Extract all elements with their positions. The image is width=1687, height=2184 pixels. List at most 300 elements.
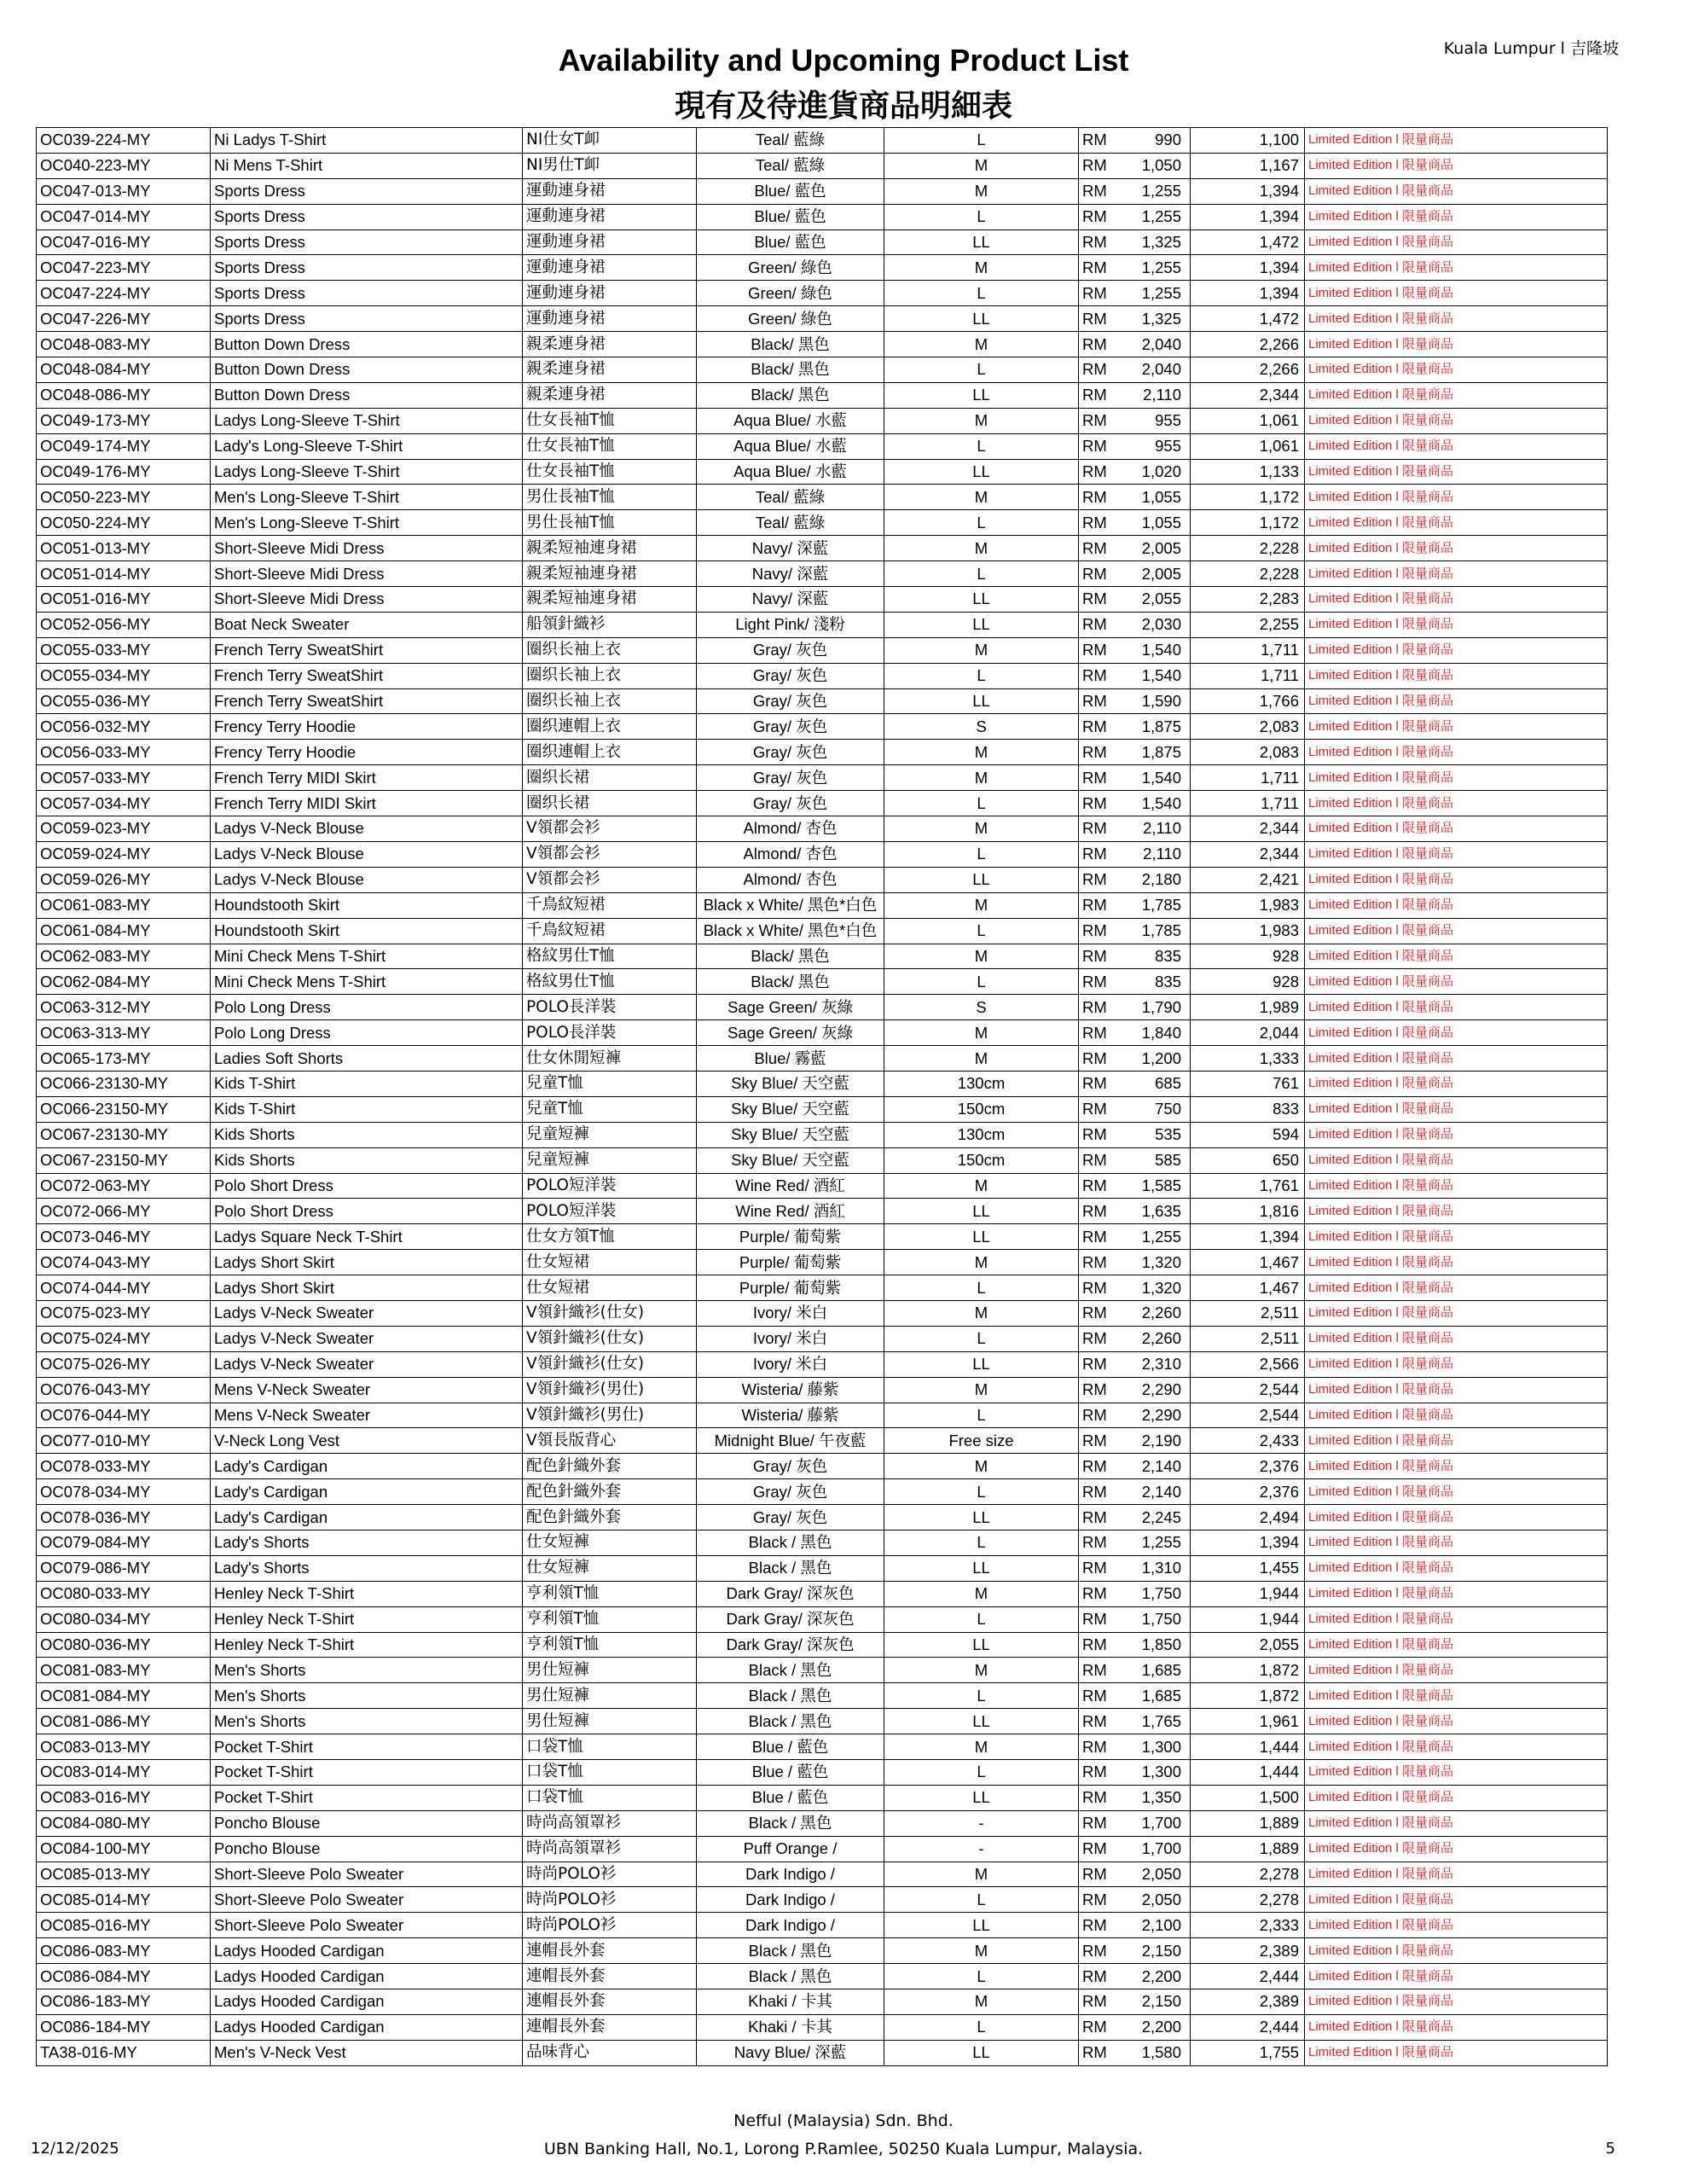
- product-color: Puff Orange /: [697, 1836, 884, 1862]
- product-name-chinese: 連帽長外套: [523, 2014, 697, 2040]
- sale-price: 2,290: [1127, 1403, 1191, 1428]
- product-name: Short-Sleeve Polo Sweater: [211, 1887, 523, 1913]
- product-name-chinese: 連帽長外套: [523, 1938, 697, 1964]
- edition-note: Limited Edition l 限量商品: [1305, 1479, 1608, 1505]
- product-code: OC084-080-MY: [37, 1810, 211, 1836]
- product-name-chinese: 格紋男仕T恤: [523, 944, 697, 969]
- table-row: [37, 229, 1608, 255]
- product-color: Gray/ 灰色: [697, 663, 884, 688]
- product-name-chinese: V領針織衫(男仕): [523, 1377, 697, 1403]
- product-color: Sky Blue/ 天空藍: [697, 1096, 884, 1122]
- product-name: Button Down Dress: [211, 357, 523, 383]
- table-row: [37, 918, 1608, 944]
- product-code: OC040-223-MY: [37, 153, 211, 178]
- sale-price: 1,540: [1127, 663, 1191, 688]
- sale-price: 955: [1127, 408, 1191, 433]
- product-size: S: [884, 714, 1079, 740]
- product-code: OC047-223-MY: [37, 255, 211, 281]
- sale-price: 1,540: [1127, 791, 1191, 816]
- product-name-chinese: 時尚POLO衫: [523, 1862, 697, 1887]
- product-name: Short-Sleeve Midi Dress: [211, 561, 523, 587]
- product-code: OC063-312-MY: [37, 995, 211, 1020]
- product-name-chinese: 運動連身裙: [523, 178, 697, 204]
- member-price: 2,333: [1191, 1913, 1305, 1938]
- product-code: OC065-173-MY: [37, 1046, 211, 1072]
- edition-note: Limited Edition l 限量商品: [1305, 1785, 1608, 1810]
- edition-note: Limited Edition l 限量商品: [1305, 1989, 1608, 2015]
- edition-note: Limited Edition l 限量商品: [1305, 408, 1608, 433]
- product-color: Teal/ 藍綠: [697, 485, 884, 510]
- sale-price: 2,190: [1127, 1428, 1191, 1454]
- product-code: OC057-033-MY: [37, 765, 211, 791]
- sale-price: 1,750: [1127, 1581, 1191, 1606]
- member-price: 1,889: [1191, 1836, 1305, 1862]
- product-code: OC047-016-MY: [37, 229, 211, 255]
- table-row: [37, 765, 1608, 791]
- sale-price: 1,750: [1127, 1606, 1191, 1632]
- product-name-chinese: 兒童T恤: [523, 1096, 697, 1122]
- product-name: Sports Dress: [211, 281, 523, 306]
- edition-note: Limited Edition l 限量商品: [1305, 536, 1608, 561]
- member-price: 1,394: [1191, 1530, 1305, 1555]
- product-size: M: [884, 1581, 1079, 1606]
- sale-price: 1,020: [1127, 459, 1191, 485]
- product-color: Blue / 藍色: [697, 1734, 884, 1760]
- product-color: Dark Gray/ 深灰色: [697, 1581, 884, 1606]
- edition-note: Limited Edition l 限量商品: [1305, 2040, 1608, 2065]
- table-row: [37, 995, 1608, 1020]
- member-price: 2,511: [1191, 1326, 1305, 1351]
- currency: RM: [1079, 1479, 1127, 1505]
- product-color: Gray/ 灰色: [697, 791, 884, 816]
- product-name-chinese: 口袋T恤: [523, 1785, 697, 1810]
- product-name: French Terry MIDI Skirt: [211, 791, 523, 816]
- product-name: Polo Long Dress: [211, 995, 523, 1020]
- product-size: LL: [884, 587, 1079, 613]
- currency: RM: [1079, 1760, 1127, 1786]
- sale-price: 2,055: [1127, 587, 1191, 613]
- product-code: OC085-016-MY: [37, 1913, 211, 1938]
- currency: RM: [1079, 1836, 1127, 1862]
- product-name-chinese: NI仕女T卹: [523, 128, 697, 154]
- product-size: 150cm: [884, 1147, 1079, 1173]
- product-size: M: [884, 153, 1079, 178]
- product-name: Ladys Hooded Cardigan: [211, 1964, 523, 1989]
- currency: RM: [1079, 765, 1127, 791]
- table-row: [37, 1351, 1608, 1377]
- product-code: OC083-016-MY: [37, 1785, 211, 1810]
- edition-note: Limited Edition l 限量商品: [1305, 1581, 1608, 1606]
- product-code: OC081-086-MY: [37, 1709, 211, 1734]
- edition-note: Limited Edition l 限量商品: [1305, 1658, 1608, 1683]
- currency: RM: [1079, 1632, 1127, 1658]
- product-code: OC066-23150-MY: [37, 1096, 211, 1122]
- product-size: L: [884, 969, 1079, 995]
- product-size: L: [884, 1530, 1079, 1555]
- edition-note: Limited Edition l 限量商品: [1305, 1555, 1608, 1581]
- currency: RM: [1079, 1810, 1127, 1836]
- product-name: Polo Short Dress: [211, 1173, 523, 1199]
- sale-price: 1,300: [1127, 1734, 1191, 1760]
- product-name: Short-Sleeve Midi Dress: [211, 536, 523, 561]
- table-row: [37, 1606, 1608, 1632]
- product-color: Purple/ 葡萄紫: [697, 1250, 884, 1275]
- product-name-chinese: POLO長洋裝: [523, 1020, 697, 1046]
- product-code: OC049-176-MY: [37, 459, 211, 485]
- product-size: L: [884, 1964, 1079, 1989]
- edition-note: Limited Edition l 限量商品: [1305, 663, 1608, 688]
- product-name-chinese: 圈织长裙: [523, 765, 697, 791]
- product-size: LL: [884, 1224, 1079, 1250]
- table-row: [37, 1505, 1608, 1531]
- currency: RM: [1079, 714, 1127, 740]
- table-row: [37, 1046, 1608, 1072]
- member-price: 1,755: [1191, 2040, 1305, 2065]
- product-color: Black / 黑色: [697, 1530, 884, 1555]
- product-name: Pocket T-Shirt: [211, 1785, 523, 1810]
- table-row: [37, 1760, 1608, 1786]
- sale-price: 1,200: [1127, 1046, 1191, 1072]
- member-price: 1,711: [1191, 663, 1305, 688]
- product-code: OC081-083-MY: [37, 1658, 211, 1683]
- edition-note: Limited Edition l 限量商品: [1305, 1530, 1608, 1555]
- table-row: [37, 1964, 1608, 1989]
- product-name: Lady's Shorts: [211, 1530, 523, 1555]
- product-name-chinese: 男仕短褲: [523, 1683, 697, 1709]
- edition-note: Limited Edition l 限量商品: [1305, 1683, 1608, 1709]
- product-name-chinese: POLO短洋裝: [523, 1173, 697, 1199]
- product-color: Khaki / 卡其: [697, 1989, 884, 2015]
- product-size: L: [884, 663, 1079, 688]
- product-name: French Terry SweatShirt: [211, 663, 523, 688]
- member-price: 1,444: [1191, 1734, 1305, 1760]
- member-price: 1,500: [1191, 1785, 1305, 1810]
- edition-note: Limited Edition l 限量商品: [1305, 740, 1608, 765]
- product-size: L: [884, 1683, 1079, 1709]
- product-name: Men's Shorts: [211, 1683, 523, 1709]
- product-color: Black/ 黑色: [697, 944, 884, 969]
- edition-note: Limited Edition l 限量商品: [1305, 637, 1608, 663]
- table-row: [37, 561, 1608, 587]
- table-row: [37, 969, 1608, 995]
- product-color: Gray/ 灰色: [697, 688, 884, 714]
- sale-price: 2,260: [1127, 1300, 1191, 1326]
- currency: RM: [1079, 1964, 1127, 1989]
- product-name-chinese: 千鳥紋短裙: [523, 892, 697, 918]
- member-price: 1,061: [1191, 433, 1305, 459]
- currency: RM: [1079, 612, 1127, 637]
- edition-note: Limited Edition l 限量商品: [1305, 561, 1608, 587]
- member-price: 928: [1191, 944, 1305, 969]
- table-row: [37, 1428, 1608, 1454]
- product-code: OC055-034-MY: [37, 663, 211, 688]
- product-size: LL: [884, 1632, 1079, 1658]
- currency: RM: [1079, 1224, 1127, 1250]
- table-row: [37, 1913, 1608, 1938]
- product-color: Teal/ 藍綠: [697, 128, 884, 154]
- table-row: [37, 1734, 1608, 1760]
- product-name-chinese: 圈织連帽上衣: [523, 714, 697, 740]
- table-row: [37, 740, 1608, 765]
- currency: RM: [1079, 688, 1127, 714]
- product-color: Light Pink/ 淺粉: [697, 612, 884, 637]
- table-row: [37, 510, 1608, 536]
- sale-price: 1,580: [1127, 2040, 1191, 2065]
- currency: RM: [1079, 561, 1127, 587]
- table-row: [37, 1479, 1608, 1505]
- edition-note: Limited Edition l 限量商品: [1305, 1428, 1608, 1454]
- product-name: Mens V-Neck Sweater: [211, 1377, 523, 1403]
- member-price: 2,344: [1191, 382, 1305, 408]
- product-name-chinese: V領都会衫: [523, 816, 697, 842]
- product-size: L: [884, 510, 1079, 536]
- member-price: 1,172: [1191, 510, 1305, 536]
- product-code: OC081-084-MY: [37, 1683, 211, 1709]
- product-code: OC072-066-MY: [37, 1199, 211, 1224]
- page-number: 5: [1605, 2140, 1615, 2158]
- edition-note: Limited Edition l 限量商品: [1305, 1454, 1608, 1479]
- member-price: 2,344: [1191, 841, 1305, 867]
- product-size: M: [884, 816, 1079, 842]
- product-name-chinese: 兒童短褲: [523, 1122, 697, 1147]
- product-code: OC076-043-MY: [37, 1377, 211, 1403]
- product-name-chinese: 親柔連身裙: [523, 332, 697, 357]
- member-price: 2,283: [1191, 587, 1305, 613]
- member-price: 2,444: [1191, 2014, 1305, 2040]
- sale-price: 750: [1127, 1096, 1191, 1122]
- product-color: Black x White/ 黑色*白色: [697, 892, 884, 918]
- member-price: 1,983: [1191, 918, 1305, 944]
- edition-note: Limited Edition l 限量商品: [1305, 2014, 1608, 2040]
- member-price: 1,455: [1191, 1555, 1305, 1581]
- product-name: Lady's Long-Sleeve T-Shirt: [211, 433, 523, 459]
- table-row: [37, 1326, 1608, 1351]
- currency: RM: [1079, 1989, 1127, 2015]
- table-row: [37, 332, 1608, 357]
- currency: RM: [1079, 791, 1127, 816]
- member-price: 1,711: [1191, 765, 1305, 791]
- product-code: OC086-083-MY: [37, 1938, 211, 1964]
- member-price: 2,278: [1191, 1862, 1305, 1887]
- product-size: M: [884, 1734, 1079, 1760]
- product-size: LL: [884, 229, 1079, 255]
- product-name-chinese: 亨利領T恤: [523, 1581, 697, 1606]
- product-size: L: [884, 841, 1079, 867]
- table-row: [37, 281, 1608, 306]
- product-size: M: [884, 408, 1079, 433]
- table-row: [37, 306, 1608, 332]
- product-size: M: [884, 332, 1079, 357]
- product-code: OC086-184-MY: [37, 2014, 211, 2040]
- currency: RM: [1079, 510, 1127, 536]
- member-price: 1,061: [1191, 408, 1305, 433]
- sale-price: 2,110: [1127, 816, 1191, 842]
- member-price: 2,266: [1191, 332, 1305, 357]
- edition-note: Limited Edition l 限量商品: [1305, 1709, 1608, 1734]
- sale-price: 1,255: [1127, 178, 1191, 204]
- product-name: Sports Dress: [211, 204, 523, 229]
- product-name: Ladies Soft Shorts: [211, 1046, 523, 1072]
- product-name-chinese: 親柔連身裙: [523, 357, 697, 383]
- table-row: [37, 1683, 1608, 1709]
- product-color: Navy/ 深藍: [697, 561, 884, 587]
- sale-price: 1,350: [1127, 1785, 1191, 1810]
- sale-price: 1,055: [1127, 510, 1191, 536]
- table-row: [37, 892, 1608, 918]
- product-code: OC083-013-MY: [37, 1734, 211, 1760]
- product-size: M: [884, 1658, 1079, 1683]
- product-name: Short-Sleeve Polo Sweater: [211, 1862, 523, 1887]
- product-size: L: [884, 1760, 1079, 1786]
- product-color: Aqua Blue/ 水藍: [697, 433, 884, 459]
- edition-note: Limited Edition l 限量商品: [1305, 841, 1608, 867]
- product-name-chinese: 亨利領T恤: [523, 1606, 697, 1632]
- product-name: French Terry SweatShirt: [211, 688, 523, 714]
- edition-note: Limited Edition l 限量商品: [1305, 332, 1608, 357]
- product-size: M: [884, 1300, 1079, 1326]
- product-name: Ni Mens T-Shirt: [211, 153, 523, 178]
- footer-date: 12/12/2025: [31, 2140, 119, 2158]
- product-name-chinese: 男仕短褲: [523, 1709, 697, 1734]
- page-title-chinese: 現有及待進貨商品明細表: [674, 89, 1012, 124]
- product-color: Black/ 黑色: [697, 969, 884, 995]
- product-code: OC047-224-MY: [37, 281, 211, 306]
- product-size: M: [884, 1250, 1079, 1275]
- sale-price: 1,590: [1127, 688, 1191, 714]
- product-name: Frency Terry Hoodie: [211, 714, 523, 740]
- member-price: 1,872: [1191, 1683, 1305, 1709]
- product-name-chinese: 品味背心: [523, 2040, 697, 2065]
- product-name-chinese: 運動連身裙: [523, 255, 697, 281]
- edition-note: Limited Edition l 限量商品: [1305, 178, 1608, 204]
- sale-price: 1,840: [1127, 1020, 1191, 1046]
- sale-price: 585: [1127, 1147, 1191, 1173]
- product-color: Ivory/ 米白: [697, 1351, 884, 1377]
- product-color: Wine Red/ 酒紅: [697, 1199, 884, 1224]
- product-name: Men's Shorts: [211, 1658, 523, 1683]
- edition-note: Limited Edition l 限量商品: [1305, 1147, 1608, 1173]
- edition-note: Limited Edition l 限量商品: [1305, 1606, 1608, 1632]
- product-name: Ladys Hooded Cardigan: [211, 1989, 523, 2015]
- product-size: 150cm: [884, 1096, 1079, 1122]
- product-size: M: [884, 892, 1079, 918]
- product-code: OC055-033-MY: [37, 637, 211, 663]
- currency: RM: [1079, 1250, 1127, 1275]
- product-size: L: [884, 281, 1079, 306]
- sale-price: 2,005: [1127, 536, 1191, 561]
- product-name-chinese: 連帽長外套: [523, 1964, 697, 1989]
- product-size: L: [884, 1326, 1079, 1351]
- product-name-chinese: 配色針織外套: [523, 1505, 697, 1531]
- sale-price: 2,200: [1127, 1964, 1191, 1989]
- location-label: Kuala Lumpur l 吉隆坡: [1443, 39, 1619, 58]
- currency: RM: [1079, 841, 1127, 867]
- product-size: LL: [884, 2040, 1079, 2065]
- edition-note: Limited Edition l 限量商品: [1305, 969, 1608, 995]
- member-price: 2,511: [1191, 1300, 1305, 1326]
- sale-price: 990: [1127, 128, 1191, 154]
- product-name: Kids T-Shirt: [211, 1071, 523, 1096]
- product-name: Ladys V-Neck Sweater: [211, 1326, 523, 1351]
- product-name: Polo Short Dress: [211, 1199, 523, 1224]
- currency: RM: [1079, 1862, 1127, 1887]
- sale-price: 2,100: [1127, 1913, 1191, 1938]
- product-color: Wisteria/ 藤紫: [697, 1377, 884, 1403]
- member-price: 2,494: [1191, 1505, 1305, 1531]
- member-price: 1,394: [1191, 204, 1305, 229]
- product-name: Kids T-Shirt: [211, 1096, 523, 1122]
- sale-price: 955: [1127, 433, 1191, 459]
- product-name-chinese: 親柔短袖連身裙: [523, 587, 697, 613]
- member-price: 1,394: [1191, 1224, 1305, 1250]
- sale-price: 2,150: [1127, 1938, 1191, 1964]
- member-price: 1,472: [1191, 306, 1305, 332]
- product-code: OC080-034-MY: [37, 1606, 211, 1632]
- member-price: 2,083: [1191, 740, 1305, 765]
- product-name-chinese: 配色針織外套: [523, 1454, 697, 1479]
- product-code: OC062-083-MY: [37, 944, 211, 969]
- table-row: [37, 841, 1608, 867]
- product-size: L: [884, 2014, 1079, 2040]
- product-color: Sky Blue/ 天空藍: [697, 1122, 884, 1147]
- member-price: 2,083: [1191, 714, 1305, 740]
- product-code: OC059-026-MY: [37, 867, 211, 892]
- product-size: M: [884, 765, 1079, 791]
- sale-price: 2,110: [1127, 841, 1191, 867]
- sale-price: 1,255: [1127, 1530, 1191, 1555]
- product-name-chinese: 時尚高領罩衫: [523, 1836, 697, 1862]
- member-price: 2,278: [1191, 1887, 1305, 1913]
- product-code: OC051-013-MY: [37, 536, 211, 561]
- edition-note: Limited Edition l 限量商品: [1305, 1964, 1608, 1989]
- product-name-chinese: 仕女長袖T恤: [523, 433, 697, 459]
- product-code: OC048-083-MY: [37, 332, 211, 357]
- product-color: Black / 黑色: [697, 1683, 884, 1709]
- product-color: Sky Blue/ 天空藍: [697, 1147, 884, 1173]
- currency: RM: [1079, 178, 1127, 204]
- member-price: 761: [1191, 1071, 1305, 1096]
- product-color: Black/ 黑色: [697, 332, 884, 357]
- sale-price: 2,005: [1127, 561, 1191, 587]
- member-price: 2,544: [1191, 1377, 1305, 1403]
- product-name-chinese: 亨利領T恤: [523, 1632, 697, 1658]
- product-size: 130cm: [884, 1122, 1079, 1147]
- product-name: Men's V-Neck Vest: [211, 2040, 523, 2065]
- product-name: Ladys Short Skirt: [211, 1275, 523, 1301]
- product-name: Poncho Blouse: [211, 1836, 523, 1862]
- currency: RM: [1079, 204, 1127, 229]
- product-code: OC086-084-MY: [37, 1964, 211, 1989]
- product-size: Free size: [884, 1428, 1079, 1454]
- currency: RM: [1079, 816, 1127, 842]
- product-color: Navy/ 深藍: [697, 587, 884, 613]
- product-code: OC084-100-MY: [37, 1836, 211, 1862]
- table-row: [37, 1020, 1608, 1046]
- product-name-chinese: 連帽長外套: [523, 1989, 697, 2015]
- product-color: Purple/ 葡萄紫: [697, 1224, 884, 1250]
- product-size: L: [884, 1887, 1079, 1913]
- currency: RM: [1079, 1300, 1127, 1326]
- member-price: 1,816: [1191, 1199, 1305, 1224]
- product-color: Gray/ 灰色: [697, 1454, 884, 1479]
- product-size: LL: [884, 1709, 1079, 1734]
- sale-price: 2,310: [1127, 1351, 1191, 1377]
- member-price: 1,761: [1191, 1173, 1305, 1199]
- member-price: 928: [1191, 969, 1305, 995]
- sale-price: 1,635: [1127, 1199, 1191, 1224]
- currency: RM: [1079, 255, 1127, 281]
- edition-note: Limited Edition l 限量商品: [1305, 1096, 1608, 1122]
